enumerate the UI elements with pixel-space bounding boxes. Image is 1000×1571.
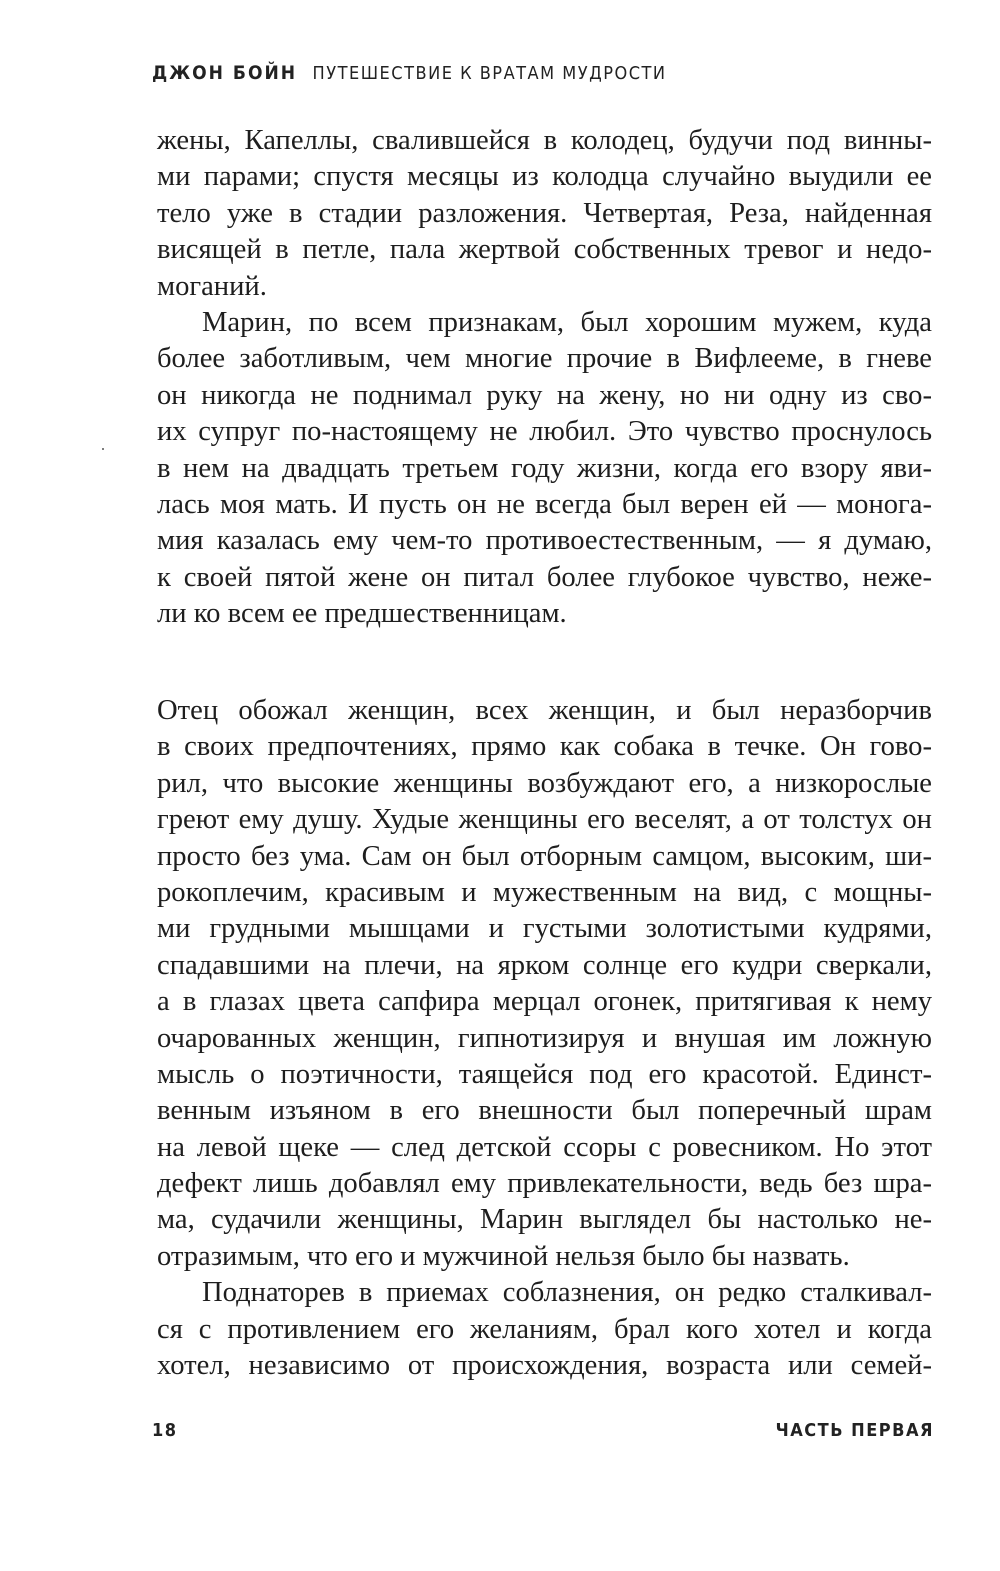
text-line: хотел, независимо от происхождения, возраста или семей- (157, 1350, 932, 1382)
text-line: просто без ума. Сам он был отборным самцом, высоким, ши- (157, 840, 932, 872)
text-line: висящей в петле, пала жертвой собственных тревог и недо- (157, 234, 932, 266)
page-number: 18 (152, 1420, 178, 1441)
text-block-1 (157, 123, 932, 632)
text-line: он никогда не поднимал руку на жену, но ни одну из сво- (157, 379, 932, 411)
text-line: рокоплечим, красивым и мужественным на вид, с мощны- (157, 876, 932, 908)
text-line: ма, судачили женщины, Марин выглядел бы настолько не- (157, 1204, 932, 1236)
text-line: мия казалась ему чем-то противоестественным, — я думаю, (157, 525, 932, 557)
text-line: дефект лишь добавлял ему привлекательности, ведь без шра- (157, 1168, 932, 1200)
text-line: мысль о поэтичности, таящейся под его красотой. Единст- (157, 1058, 932, 1090)
text-line: в своих предпочтениях, прямо как собака в течке. Он гово- (157, 731, 932, 763)
text-line: ли ко всем ее предшественницам. (157, 598, 567, 630)
scan-speck (102, 448, 104, 450)
text-line: в нем на двадцать третьем году жизни, когда его взору яви- (157, 452, 932, 484)
text-line: жены, Капеллы, свалившейся в колодец, будучи под винны- (157, 125, 932, 156)
text-line: Поднаторев в приемах соблазнения, он редко сталкивал- (202, 1277, 932, 1309)
text-line: греют ему душу. Худые женщины его веселят, а от толстух он (157, 804, 932, 836)
part-title: ЧАСТЬ ПЕРВАЯ (775, 1420, 934, 1441)
text-line: Марин, по всем признакам, был хорошим мужем, куда (202, 306, 932, 338)
text-line: лась моя мать. И пусть он не всегда был верен ей — монога- (157, 488, 932, 520)
author-name: ДЖОН БОЙН (152, 62, 298, 84)
text-line: ми парами; спустя месяцы из колодца случайно выудили ее (157, 161, 932, 193)
text-line: Отец обожал женщин, всех женщин, и был неразборчив (157, 695, 932, 726)
text-line: отразимым, что его и мужчиной нельзя было бы назвать. (157, 1240, 850, 1272)
text-line: венным изъяном в его внешности был поперечный шрам (157, 1095, 932, 1127)
text-line: ся с противлением его желаниям, брал кого хотел и когда (157, 1313, 932, 1345)
text-line: моганий. (157, 270, 267, 302)
text-line: рил, что высокие женщины возбуждают его, а низкорослые (157, 767, 932, 799)
text-line: их супруг по-настоящему не любил. Это чувство проснулось (157, 416, 932, 448)
text-block-2 (157, 693, 932, 1384)
text-line: на левой щеке — след детской ссоры с ровесником. Но этот (157, 1131, 932, 1163)
text-line: тело уже в стадии разложения. Четвертая, Реза, найденная (157, 197, 932, 229)
text-line: а в глазах цвета сапфира мерцал огонек, притягивая к нему (157, 986, 932, 1018)
text-line: более заботливым, чем многие прочие в Вифлееме, в гневе (157, 343, 932, 375)
book-title: ПУТЕШЕСТВИЕ К ВРАТАМ МУДРОСТИ (312, 63, 667, 84)
text-line: очарованных женщин, гипнотизируя и внушая им ложную (157, 1022, 932, 1054)
text-line: ми грудными мышцами и густыми золотистыми кудрями, (157, 913, 932, 945)
running-head (152, 62, 667, 84)
text-line: спадавшими на плечи, на ярком солнце его кудри сверкали, (157, 949, 932, 981)
text-line: к своей пятой жене он питал более глубокое чувство, неже- (157, 561, 932, 593)
